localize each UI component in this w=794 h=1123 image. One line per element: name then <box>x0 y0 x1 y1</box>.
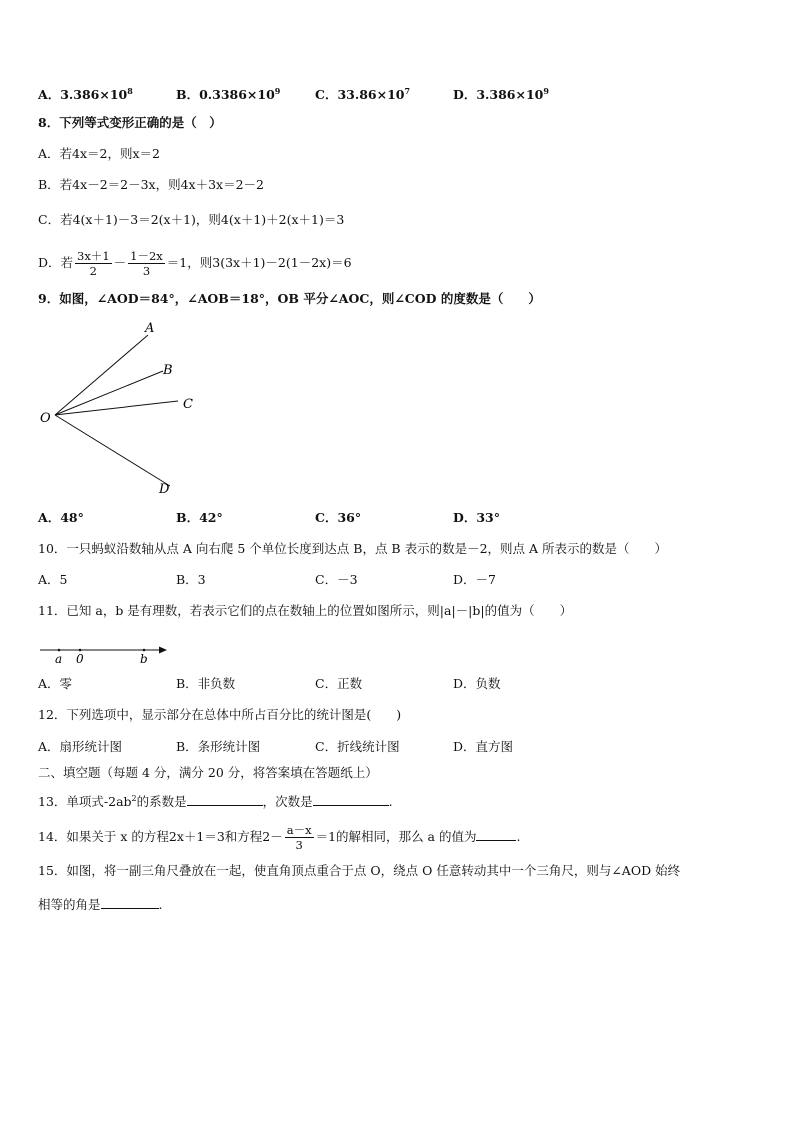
q8-stem: 8．下列等式变形正确的是（ ） <box>38 115 222 130</box>
q11-option-a: A．零 <box>38 676 73 691</box>
fraction-numerator: 1－2x <box>130 249 163 263</box>
q14-fraction <box>285 823 314 852</box>
q9-option-d: D．33° <box>453 510 500 525</box>
fraction-denominator: 3 <box>295 838 303 852</box>
answer-blank[interactable] <box>187 793 263 806</box>
axis-label-zero: 0 <box>76 652 84 666</box>
axis-label-a: a <box>55 652 63 666</box>
q11-option-d: D．负数 <box>453 676 501 691</box>
q8-option-d <box>38 243 352 283</box>
q12-option-d: D．直方图 <box>453 739 514 754</box>
q14-suffix: ＝1的解相同，那么 a 的值为 <box>315 829 477 844</box>
point-a <box>58 649 61 652</box>
q7-option-b: B．$0.3386\times 10^9$ <box>176 86 281 103</box>
answer-blank[interactable] <box>476 828 516 841</box>
point-label-b: B <box>163 363 173 378</box>
q14-stem <box>38 818 520 856</box>
fraction-numerator: a－x <box>286 823 312 837</box>
q7-option-c: C．$33.86\times 10^7$ <box>315 86 411 103</box>
q12-option-c: C．折线统计图 <box>315 739 400 754</box>
q12-stem: 12．下列选项中，显示部分在总体中所占百分比的统计图是( ) <box>38 707 402 722</box>
q9-option-a: A．48° <box>38 510 84 525</box>
q13-exponent: 2 <box>131 794 137 803</box>
q10-stem: 10．一只蚂蚁沿数轴从点 A 向右爬 5 个单位长度到达点 B，点 B 表示的数是－2，则点 A 所表示的数是（ ） <box>38 541 667 556</box>
q9-option-c: C．36° <box>315 510 362 525</box>
minus-sign: － <box>113 255 127 270</box>
q15-line2-prefix: 相等的角是 <box>38 897 101 912</box>
section-title-fill-in: 二、填空题（每题 4 分，满分 20 分，将答案填在答题纸上） <box>38 765 378 780</box>
q13-prefix: 13．单项式-2ab <box>38 794 132 810</box>
q8-d-fraction-1 <box>75 249 112 278</box>
answer-blank[interactable] <box>313 793 389 806</box>
q8-option-a: A．若4x＝2，则x＝2 <box>38 146 160 161</box>
q13-mid: 的系数是 <box>136 794 187 810</box>
point-label-a: A <box>145 321 155 336</box>
q11-option-c: C．正数 <box>315 676 363 691</box>
q15-stem-line2 <box>38 896 163 914</box>
q11-option-b: B．非负数 <box>176 676 236 691</box>
point-b <box>143 649 146 652</box>
point-label-c: C <box>183 397 193 412</box>
q14-prefix: 14．如果关于 x 的方程2x＋1＝3和方程2－ <box>38 829 283 844</box>
q10-option-a: A．5 <box>38 572 68 587</box>
q13-mid2: ，次数是 <box>262 794 313 810</box>
q7-option-a: A．$3.386\times 10^8$ <box>38 86 133 103</box>
q10-option-b: B．3 <box>176 572 206 587</box>
q12-option-b: B．条形统计图 <box>176 739 261 754</box>
q14-end: . <box>516 829 521 844</box>
q10-option-d: D．－7 <box>453 572 496 587</box>
point-label-o: O <box>40 411 51 426</box>
q7-option-d: D．$3.386\times 10^9$ <box>453 86 549 103</box>
point-label-d: D <box>159 482 170 497</box>
q8-option-d-prefix: D．若 <box>38 255 74 270</box>
q8-option-d-suffix: ＝1，则3(3x＋1)－2(1－2x)＝6 <box>166 255 352 270</box>
q8-d-fraction-2 <box>128 249 165 278</box>
axis-arrow-icon <box>159 647 167 654</box>
q15-stem-line1: 15．如图，将一副三角尺叠放在一起，使直角顶点重合于点 O，绕点 O 任意转动其中一个三角尺，则与∠AOD 始终 <box>38 863 681 878</box>
fraction-denominator: 2 <box>89 264 97 278</box>
q10-option-c: C．－3 <box>315 572 358 587</box>
answer-blank[interactable] <box>101 896 159 909</box>
q11-number-line <box>36 638 176 668</box>
q11-stem: 11．已知 a，b 是有理数，若表示它们的点在数轴上的位置如图所示，则|a|－|b|的值为（ ） <box>38 603 573 618</box>
q12-option-a: A．扇形统计图 <box>38 739 123 754</box>
q9-stem: 9．如图，∠AOD＝84°，∠AOB＝18°，OB 平分∠AOC，则∠COD 的度数是（ ） <box>38 291 541 306</box>
ray-oa <box>55 335 148 415</box>
q13-stem <box>38 790 393 811</box>
q13-end: . <box>388 794 393 810</box>
ray-od <box>55 415 170 486</box>
point-zero <box>79 649 82 652</box>
q8-option-b: B．若4x－2＝2－3x，则4x＋3x＝2－2 <box>38 177 265 192</box>
q9-angle-figure <box>30 318 220 500</box>
axis-label-b: b <box>140 652 148 666</box>
q9-option-b: B．42° <box>176 510 223 525</box>
q8-option-c: C．若4(x＋1)－3＝2(x＋1)，则4(x＋1)＋2(x＋1)＝3 <box>38 212 345 227</box>
q15-end: . <box>158 897 163 912</box>
fraction-denominator: 3 <box>142 264 151 278</box>
fraction-numerator: 3x＋1 <box>77 249 110 263</box>
